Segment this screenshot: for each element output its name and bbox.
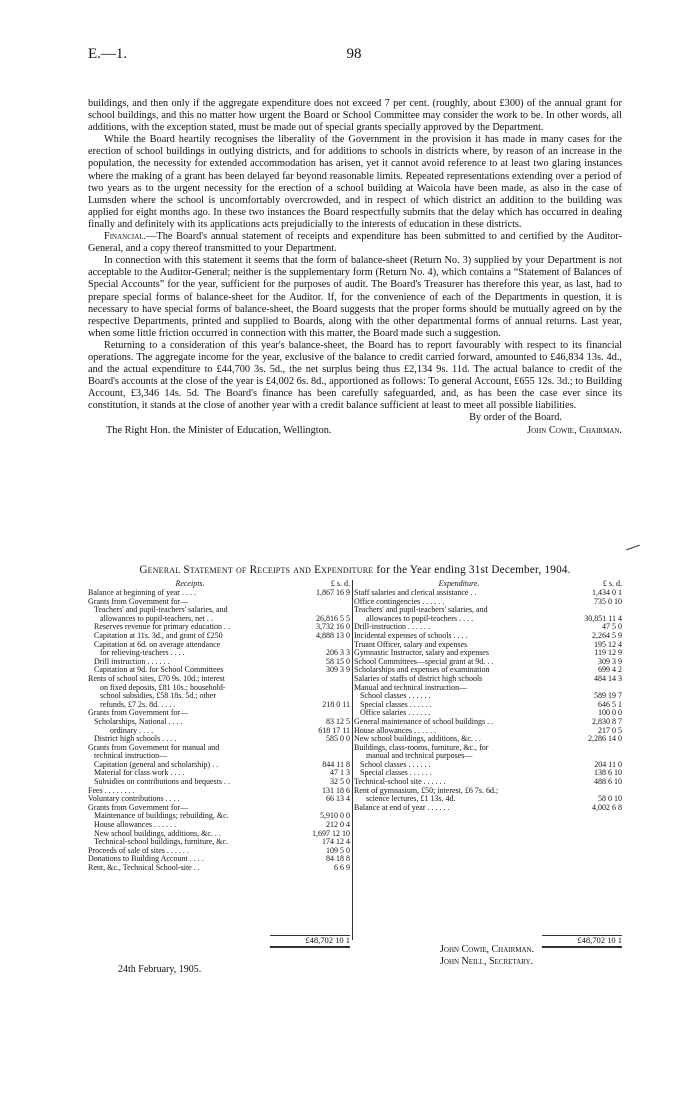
- expenditure-label: Technical-school site . . . . . .: [354, 778, 446, 787]
- statement-signers: [440, 944, 534, 968]
- receipt-row: [88, 830, 350, 839]
- receipt-label: refunds, £7 2s. 8d. . . . .: [100, 700, 176, 709]
- expenditure-row: [354, 804, 622, 813]
- receipt-label: for relieving-teachers . . . .: [100, 649, 185, 658]
- expenditure-row: [354, 623, 622, 632]
- expenditure-label: Rent of gymnasium, £50; interest, £6 7s. 6d.;: [354, 786, 499, 795]
- paragraph-1: buildings, and then only if the aggregate expenditure does not exceed 7 per cent. (roughly, about £300) of the annual grant for school buildings, and this no matter how urgent the Board or School Committee may consider the work to be. In other words, all additions, with the exception stated, must be made out of special grants specially approved by the Department.: [88, 98, 622, 134]
- receipt-label: Grants from Government for—: [88, 709, 189, 718]
- expenditure-row: [354, 761, 622, 770]
- signature: John Cowie, Chairman.: [527, 424, 622, 436]
- expenditure-amount: 4,002 6 8: [592, 802, 622, 812]
- receipt-row: [88, 804, 350, 813]
- receipt-label: Grants from Government for manual and: [88, 743, 220, 752]
- expenditure-column: [354, 580, 622, 812]
- receipt-label: Capitation at 6d. on average attendance: [94, 640, 221, 649]
- receipt-row: [88, 735, 350, 744]
- expenditure-amount: 1,434 0 1: [592, 588, 622, 597]
- receipt-label: Scholarships, National . . . .: [94, 717, 183, 726]
- receipt-row: [88, 632, 350, 641]
- expenditure-amount: 2,264 5 9: [592, 630, 622, 640]
- expenditure-label: Gymnastic Instructor, salary and expenses: [354, 649, 489, 658]
- expenditure-row: [354, 606, 622, 615]
- receipt-row: [88, 718, 350, 727]
- expenditure-amount: 488 6 10: [594, 777, 622, 787]
- receipt-label: Grants from Government for—: [88, 597, 189, 606]
- paragraph-3: Financial.—The Board's annual statement of receipts and expenditure has been submitted to and certified by the Auditor-General, and a copy thereof transmitted to your Department.: [88, 231, 622, 255]
- receipt-label: Rents of school sites, £70 9s. 10d.; interest: [88, 674, 225, 683]
- expenditure-row: [354, 615, 622, 624]
- total-receipts: £48,702 10 1: [270, 935, 350, 948]
- receipt-label: Maintenance of buildings; rebuilding, &c.: [94, 812, 229, 821]
- expenditure-row: [354, 684, 622, 693]
- expenditure-row: [354, 778, 622, 787]
- receipt-amount: 66 13 4: [326, 794, 350, 804]
- receipt-amount: 26,816 5 5: [316, 613, 350, 623]
- expenditure-row: [354, 649, 622, 658]
- expenditure-row: [354, 666, 622, 675]
- receipt-amount: 84 18 8: [326, 854, 350, 864]
- expenditure-label: Drill-instruction . . . . . .: [354, 623, 430, 632]
- expenditure-amount: 30,851 11 4: [584, 613, 622, 623]
- receipt-label: school subsidies, £58 18s. 5d.; other: [100, 692, 216, 701]
- expenditure-label: Office salaries . . . . . .: [360, 709, 431, 718]
- secretary-signature: John Neill, Secretary.: [440, 956, 533, 967]
- statement-date: 24th February, 1905.: [118, 964, 202, 975]
- expenditure-label: House allowances . . . . . .: [354, 726, 436, 735]
- receipt-label: Balance at beginning of year . . . .: [88, 589, 196, 597]
- expenditure-label: manual and technical purposes—: [366, 752, 473, 761]
- expenditure-label: Staff salaries and clerical assistance . .: [354, 589, 477, 597]
- expenditure-row: [354, 727, 622, 736]
- receipt-row: [88, 615, 350, 624]
- expenditure-amount: 58 0 10: [598, 794, 622, 804]
- expenditure-amount: 589 19 7: [594, 691, 622, 701]
- expenditure-label: New school buildings, additions, &c. . .: [354, 735, 481, 744]
- expenditure-label: Special classes . . . . . .: [360, 769, 432, 778]
- receipt-row: [88, 864, 350, 873]
- expenditure-row: [354, 589, 622, 598]
- expenditure-label: School Committees—special grant at 9d. . .: [354, 657, 494, 666]
- expenditure-amount: 699 4 2: [598, 665, 622, 675]
- receipt-label: Subsidies on contributions and bequests . .: [94, 778, 230, 787]
- expenditure-label: Teachers' and pupil-teachers' salaries, and: [354, 606, 488, 615]
- receipt-amount: 1,697 12 10: [312, 828, 350, 838]
- expenditure-amount: 484 14 3: [594, 673, 622, 683]
- receipt-amount: 844 11 8: [322, 759, 350, 769]
- financial-heading: Financial.: [104, 231, 147, 243]
- receipt-label: New school buildings, additions, &c. . .: [94, 829, 221, 838]
- expenditure-row: [354, 735, 622, 744]
- receipt-row: [88, 812, 350, 821]
- receipt-row: [88, 684, 350, 693]
- receipt-row: [88, 752, 350, 761]
- closing-line: [88, 425, 622, 437]
- receipt-label: Technical-school buildings, furniture, &c.: [94, 838, 229, 847]
- receipt-row: [88, 623, 350, 632]
- expenditure-label: Balance at end of year . . . . . .: [354, 803, 450, 812]
- expenditure-label: Truant Officer, salary and expenses: [354, 640, 468, 649]
- receipt-amount: 206 3 3: [326, 648, 350, 658]
- receipt-row: [88, 821, 350, 830]
- receipt-label: Grants from Government for—: [88, 803, 189, 812]
- page-number: 98: [346, 46, 362, 62]
- statement-title: General Statement of Receipts and Expenditure for the Year ending 31st December, 1904.: [139, 564, 571, 576]
- receipt-label: Fees . . . . . . . .: [88, 786, 135, 795]
- page-header: [88, 46, 620, 66]
- expenditure-amount: 2,286 14 0: [588, 734, 622, 744]
- expenditure-amount: 195 12 4: [594, 639, 622, 649]
- receipt-label: Reserves revenue for primary education . .: [94, 623, 230, 632]
- receipt-label: Rent, &c., Technical School-site . .: [88, 864, 200, 872]
- receipt-row: [88, 598, 350, 607]
- expenditure-amount: 735 0 10: [594, 596, 622, 606]
- receipt-amount: 5,910 0 0: [320, 811, 350, 821]
- receipt-label: Teachers' and pupil-teachers' salaries, and: [94, 606, 228, 615]
- receipt-row: [88, 701, 350, 710]
- receipt-amount: 218 0 11: [322, 699, 350, 709]
- receipt-label: District high schools . . . .: [94, 735, 177, 744]
- total-expenditure: £48,702 10 1: [542, 935, 622, 948]
- expenditure-label: Office contingencies . . . . . .: [354, 597, 445, 606]
- expenditure-row: [354, 641, 622, 650]
- expenditure-row: [354, 692, 622, 701]
- chairman-signature: John Cowie, Chairman.: [440, 944, 535, 955]
- receipt-row: [88, 589, 350, 598]
- expenditure-amount: 100 0 0: [598, 708, 622, 718]
- receipt-row: [88, 641, 350, 650]
- column-divider: [352, 580, 353, 940]
- expenditure-row: [354, 658, 622, 667]
- expenditure-label: Scholarships and expenses of examination: [354, 666, 490, 675]
- expenditure-label: School classes . . . . . .: [360, 692, 431, 701]
- expenditure-label: science lectures, £1 13s. 4d.: [366, 795, 456, 804]
- receipt-row: [88, 769, 350, 778]
- expenditure-row: [354, 718, 622, 727]
- receipt-row: [88, 795, 350, 804]
- expenditure-amount: 119 12 9: [594, 648, 622, 658]
- receipt-label: technical instruction—: [94, 752, 168, 761]
- receipt-row: [88, 709, 350, 718]
- expenditure-row: [354, 675, 622, 684]
- receipt-label: Voluntary contributions . . . .: [88, 795, 180, 804]
- expenditure-label: Special classes . . . . . .: [360, 700, 432, 709]
- receipt-row: [88, 778, 350, 787]
- margin-mark: [626, 545, 639, 551]
- receipt-label: on fixed deposits, £81 10s.; household-: [100, 683, 226, 692]
- receipts-header: Receipts. £ s. d.: [175, 579, 350, 588]
- expenditure-label: Manual and technical instruction—: [354, 683, 468, 692]
- receipt-row: [88, 761, 350, 770]
- paragraph-5: Returning to a consideration of this year's balance-sheet, the Board has to report favourably with respect to its financial operations. The aggregate income for the year, exclusive of the balance to credit carried forward, amounted to £46,834 13s. 4d., and the actual expenditure to £44,700 3s. 5d., the net surplus being thus £2,134 9s. 11d. The actual balance to credit of the Board's accounts at the close of the year is £4,002 6s. 8d., apportioned as follows: To general Account, £655 12s. 3d.; to Building Account, £3,346 14s. 5d. The Board's finance has been carefully safeguarded, and, as has been the case ever since its constitution, it stands at the close of another year with a credit balance sufficient at least to meet all possible liabilities.: [88, 339, 622, 412]
- receipt-row: [88, 606, 350, 615]
- paragraph-4: In connection with this statement it seems that the form of balance-sheet (Return No. 3) supplied by your Department is not acceptable to the Auditor-General; neither is the supplementary form (Return No. 4), which contains a “Statement of Balances of Special Accounts” for the year, sufficient for the purposes of audit. The Board's Treasurer has therefore this year, as last, had to prepare special forms of balance-sheet for the Auditor. If, for the convenience of each of the Departments in question, it is necessary to have special forms of balance-sheet, the Board suggests that the proper forms should be mutually agreed on by the respective Departments, printed and supplied to Boards, along with the other departmental forms of annual returns. Last year, when some little friction occurred in connection with this matter, the Board made such a suggestion.: [88, 255, 622, 339]
- receipt-label: Proceeds of sale of sites . . . . . .: [88, 846, 189, 855]
- expenditure-label: School classes . . . . . .: [360, 760, 431, 769]
- receipt-amount: 3,732 16 0: [316, 622, 350, 632]
- expenditure-row: [354, 709, 622, 718]
- expenditure-row: [354, 598, 622, 607]
- expenditure-label: Incidental expenses of schools . . . .: [354, 631, 468, 640]
- expenditure-row: [354, 787, 622, 796]
- paragraph-3-text: The Board's annual statement of receipts and expenditure has been submitted to and certified by the Auditor-General, and a copy thereof transmitted to your Department.: [88, 231, 622, 255]
- receipt-row: [88, 666, 350, 675]
- expenditure-label: allowances to pupil-teachers . . . .: [366, 614, 474, 623]
- receipt-label: ordinary . . . .: [110, 726, 154, 735]
- receipt-row: [88, 649, 350, 658]
- expenditure-amount: 309 3 9: [598, 656, 622, 666]
- expenditure-row: [354, 701, 622, 710]
- receipt-label: Capitation at 11s. 3d., and grant of £250: [94, 631, 223, 640]
- receipt-amount: 32 5 0: [330, 777, 350, 787]
- receipt-row: [88, 838, 350, 847]
- receipt-amount: 618 17 11: [318, 725, 350, 735]
- expenditure-label: Buildings, class-rooms, furniture, &c., for: [354, 743, 489, 752]
- receipt-label: Donations to Building Account . . . .: [88, 855, 204, 864]
- receipt-label: Drill instruction . . . . . .: [94, 657, 170, 666]
- expenditure-amount: 138 6 10: [594, 768, 622, 778]
- expenditure-label: Salaries of staffs of district high schools: [354, 674, 483, 683]
- receipt-row: [88, 658, 350, 667]
- receipt-amount: 212 0 4: [326, 820, 350, 830]
- expenditure-amount: 204 11 0: [594, 759, 622, 769]
- expenditure-amount: 217 0 5: [598, 725, 622, 735]
- receipt-amount: 585 0 0: [326, 734, 350, 744]
- receipt-row: [88, 855, 350, 864]
- receipt-label: Material for class work . . . .: [94, 769, 185, 778]
- receipt-amount: 47 1 3: [330, 768, 350, 778]
- receipt-row: [88, 787, 350, 796]
- receipts-column: [88, 580, 350, 873]
- paragraph-2: While the Board heartily recognises the liberality of the Government in the provision it has made in many cases for the erection of school buildings in outlying districts, and for additions to schools in districts where, by reason of an increase in the population, the necessity for extended accommodation has arisen, yet it cannot avoid reference to at least two glaring instances where the making of a grant has been delayed far beyond reasonable limits. Repeated representations extending over a period of two years as to the urgent necessity for the erection of a school building at Waicola have been made, as also in the case of Lumsden where the school is uncomfortably overcrowded, and in respect of which district an addition to the building was applied for eight months ago. In these two instances the Board respectfully submits that the delay which has occurred in dealing finally and definitely with its applications acts prejudicially to the interests of education in these districts.: [88, 134, 622, 230]
- receipt-amount: 1,867 16 9: [316, 588, 350, 597]
- receipt-amount: 309 3 9: [326, 665, 350, 675]
- by-order: By order of the Board.: [469, 412, 562, 424]
- receipt-row: [88, 675, 350, 684]
- receipt-amount: 83 12 5: [326, 716, 350, 726]
- expenditure-header: Expenditure. £ s. d.: [438, 579, 622, 588]
- expenditure-amount: 47 5 0: [602, 622, 622, 632]
- receipt-amount: 109 5 0: [326, 845, 350, 855]
- expenditure-row: [354, 769, 622, 778]
- expenditure-amount: 2,830 8 7: [592, 716, 622, 726]
- expenditure-row: [354, 795, 622, 804]
- expenditure-label: General maintenance of school buildings . .: [354, 717, 494, 726]
- report-reference: E.—1.: [88, 46, 128, 62]
- expenditure-row: [354, 752, 622, 761]
- expenditure-row: [354, 744, 622, 753]
- receipt-label: allowances to pupil-teachers, net . .: [100, 614, 213, 623]
- receipt-amount: 174 12 4: [322, 837, 350, 847]
- receipt-amount: 6 6 9: [334, 863, 350, 872]
- receipt-label: House allowances . . . . . .: [94, 821, 176, 830]
- expenditure-amount: 646 5 1: [598, 699, 622, 709]
- receipt-label: Capitation at 9d. for School Committees: [94, 666, 224, 675]
- receipt-amount: 131 18 6: [322, 785, 350, 795]
- report-body: [88, 98, 622, 437]
- receipt-amount: 4,888 13 0: [316, 630, 350, 640]
- addressee: The Right Hon. the Minister of Education, Wellington.: [106, 424, 332, 436]
- receipt-label: Capitation (general and scholarship) . .: [94, 760, 219, 769]
- receipt-row: [88, 847, 350, 856]
- receipt-row: [88, 692, 350, 701]
- receipt-row: [88, 727, 350, 736]
- expenditure-row: [354, 632, 622, 641]
- receipt-amount: 58 15 0: [326, 656, 350, 666]
- receipt-row: [88, 744, 350, 753]
